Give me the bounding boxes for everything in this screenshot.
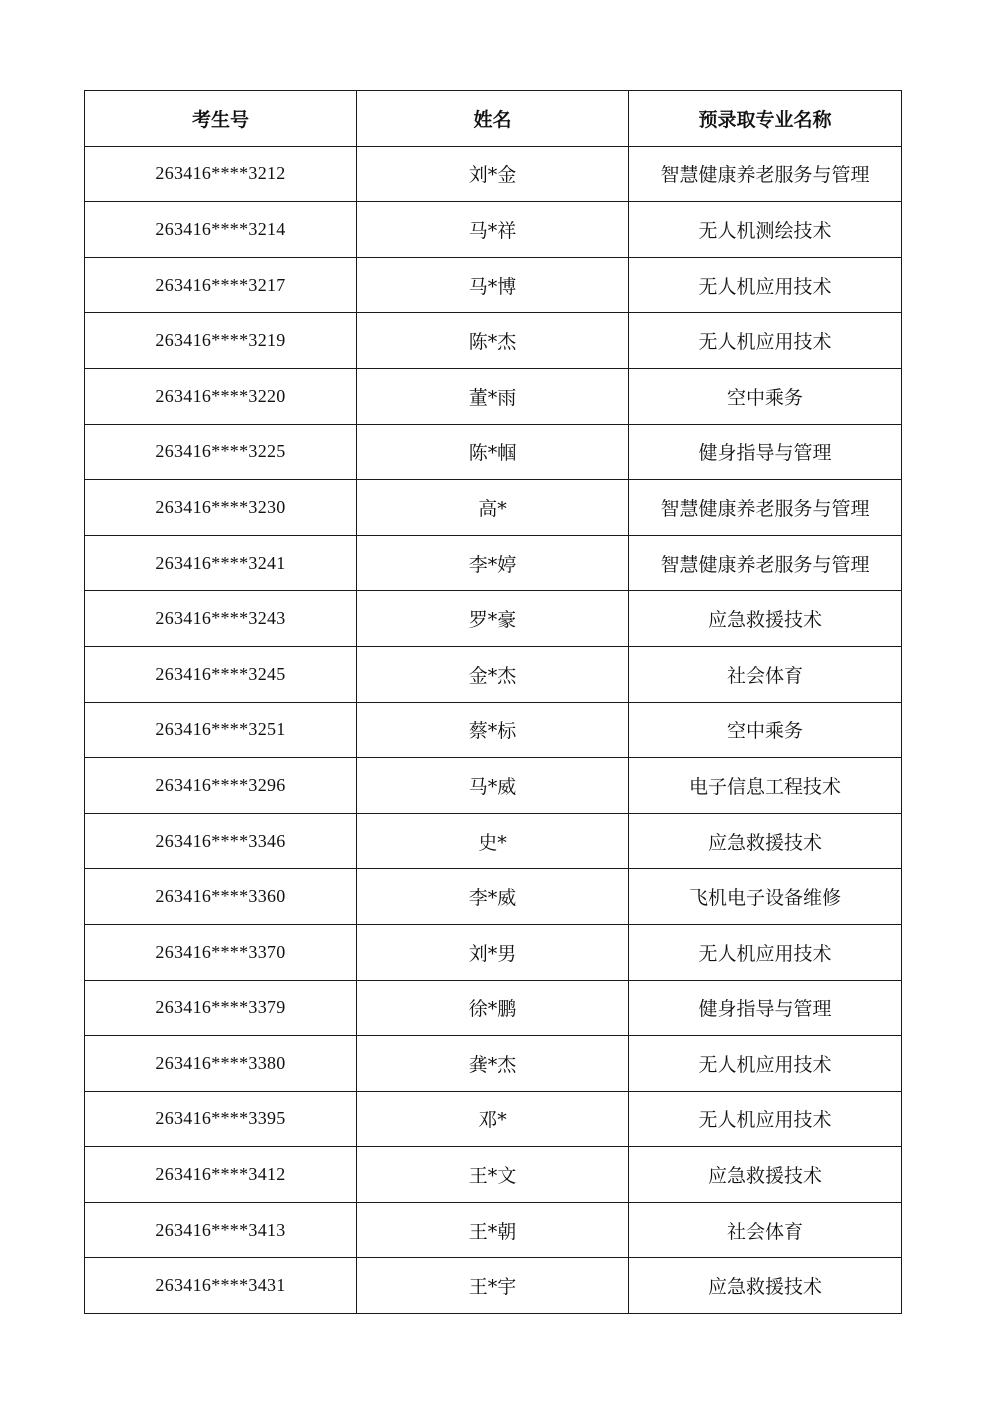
cell-student-name: 董*雨 [357,368,629,424]
cell-major: 空中乘务 [629,368,902,424]
cell-exam-number: 263416****3245 [85,646,357,702]
table-row [85,1091,902,1147]
cell-exam-number: 263416****3395 [85,1091,357,1147]
cell-exam-number: 263416****3360 [85,869,357,925]
cell-student-name: 刘*金 [357,146,629,202]
cell-student-name: 罗*豪 [357,591,629,647]
table-row [85,368,902,424]
cell-exam-number: 263416****3379 [85,980,357,1036]
cell-student-name: 龚*杰 [357,1036,629,1092]
table-row [85,424,902,480]
cell-major: 无人机应用技术 [629,313,902,369]
cell-exam-number: 263416****3346 [85,813,357,869]
cell-major: 应急救援技术 [629,1258,902,1314]
cell-exam-number: 263416****3412 [85,1147,357,1203]
table-row [85,535,902,591]
cell-major: 智慧健康养老服务与管理 [629,535,902,591]
cell-major: 无人机应用技术 [629,257,902,313]
cell-exam-number: 263416****3230 [85,480,357,536]
cell-exam-number: 263416****3251 [85,702,357,758]
cell-major: 无人机应用技术 [629,1036,902,1092]
cell-exam-number: 263416****3217 [85,257,357,313]
cell-exam-number: 263416****3413 [85,1202,357,1258]
cell-major: 社会体育 [629,646,902,702]
table-row [85,146,902,202]
cell-major: 应急救援技术 [629,813,902,869]
header-name: 姓名 [357,91,629,147]
table-row [85,924,902,980]
cell-major: 无人机应用技术 [629,1091,902,1147]
cell-major: 飞机电子设备维修 [629,869,902,925]
cell-student-name: 陈*帼 [357,424,629,480]
cell-student-name: 徐*鹏 [357,980,629,1036]
table-row [85,813,902,869]
admission-table [84,90,902,1314]
cell-student-name: 王*宇 [357,1258,629,1314]
cell-student-name: 李*威 [357,869,629,925]
table-row [85,480,902,536]
table-row [85,869,902,925]
cell-student-name: 高* [357,480,629,536]
cell-student-name: 李*婷 [357,535,629,591]
table-row [85,1147,902,1203]
table-row [85,1202,902,1258]
table-row [85,591,902,647]
cell-student-name: 陈*杰 [357,313,629,369]
table-row [85,313,902,369]
cell-exam-number: 263416****3380 [85,1036,357,1092]
cell-major: 社会体育 [629,1202,902,1258]
table-row [85,980,902,1036]
cell-student-name: 刘*男 [357,924,629,980]
cell-exam-number: 263416****3241 [85,535,357,591]
table-row [85,1036,902,1092]
cell-student-name: 王*朝 [357,1202,629,1258]
cell-major: 无人机应用技术 [629,924,902,980]
cell-student-name: 马*祥 [357,202,629,258]
cell-student-name: 史* [357,813,629,869]
cell-student-name: 蔡*标 [357,702,629,758]
cell-major: 电子信息工程技术 [629,758,902,814]
cell-major: 智慧健康养老服务与管理 [629,480,902,536]
table-row [85,257,902,313]
table-row [85,702,902,758]
table-row [85,758,902,814]
cell-exam-number: 263416****3243 [85,591,357,647]
table-row [85,202,902,258]
cell-exam-number: 263416****3212 [85,146,357,202]
cell-exam-number: 263416****3220 [85,368,357,424]
cell-major: 空中乘务 [629,702,902,758]
cell-exam-number: 263416****3219 [85,313,357,369]
table-header-row [85,91,902,147]
cell-student-name: 邓* [357,1091,629,1147]
table-body [85,146,902,1313]
cell-student-name: 金*杰 [357,646,629,702]
cell-major: 应急救援技术 [629,1147,902,1203]
cell-student-name: 马*威 [357,758,629,814]
cell-major: 健身指导与管理 [629,424,902,480]
cell-exam-number: 263416****3431 [85,1258,357,1314]
header-exam-number: 考生号 [85,91,357,147]
cell-student-name: 王*文 [357,1147,629,1203]
table-row [85,646,902,702]
cell-major: 无人机测绘技术 [629,202,902,258]
cell-major: 健身指导与管理 [629,980,902,1036]
cell-student-name: 马*博 [357,257,629,313]
cell-exam-number: 263416****3296 [85,758,357,814]
cell-major: 智慧健康养老服务与管理 [629,146,902,202]
cell-exam-number: 263416****3214 [85,202,357,258]
table-row [85,1258,902,1314]
cell-major: 应急救援技术 [629,591,902,647]
cell-exam-number: 263416****3370 [85,924,357,980]
cell-exam-number: 263416****3225 [85,424,357,480]
header-major: 预录取专业名称 [629,91,902,147]
